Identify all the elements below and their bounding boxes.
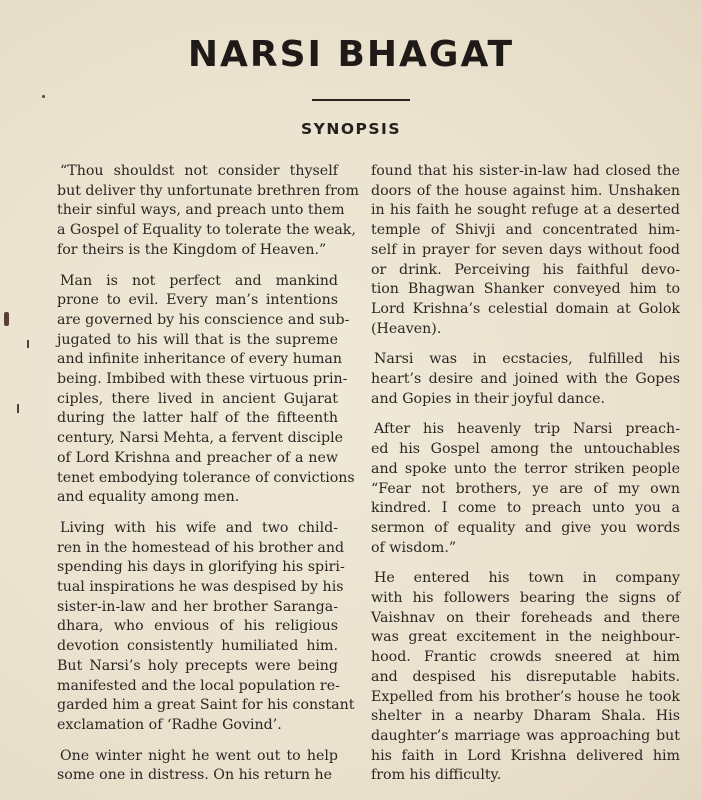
paragraph: [371, 569, 680, 786]
text-line: tion Bhagwan Shanker conveyed him to: [371, 281, 680, 298]
text-line: ed his Gospel among the untouchables: [371, 441, 680, 458]
text-line: of Lord Krishna and preacher of a new: [57, 449, 338, 466]
text-line: kindred. I come to preach unto you a: [371, 500, 680, 517]
text-line: for theirs is the Kingdom of Heaven.”: [57, 241, 327, 258]
margin-mark: [27, 340, 29, 348]
text-line: spending his days in glorifying his spiri-: [57, 559, 345, 576]
text-line: Man is not perfect and mankind: [60, 272, 338, 289]
text-line: hood. Frantic crowds sneered at him: [371, 649, 680, 666]
text-line: and Gopies in their joyful dance.: [371, 390, 606, 407]
paragraph: [57, 162, 359, 261]
paragraph: [57, 519, 355, 736]
text-line: “Fear not brothers, ye are of my own: [371, 480, 680, 497]
text-line: “Thou shouldst not consider thyself: [60, 163, 338, 179]
text-line: heart’s desire and joined with the Gopes: [371, 371, 680, 388]
text-line: and spoke unto the terror striken people: [371, 460, 680, 477]
text-line: (Heaven).: [371, 320, 442, 337]
text-line: Lord Krishna’s celestial domain at Golok: [371, 300, 680, 317]
text-line: and despised his disreputable habits.: [371, 668, 680, 685]
page-title: NARSI BHAGAT: [187, 34, 515, 75]
text-line: a Gospel of Equality to tolerate the weak,: [57, 222, 356, 239]
text-line: ren in the homestead of his brother and: [57, 539, 345, 556]
paragraph: [371, 162, 680, 339]
margin-mark: [4, 312, 9, 326]
text-line: from his difficulty.: [371, 767, 502, 784]
text-line: daughter’s marriage was approaching but: [371, 727, 680, 744]
text-line: devotion consistently humiliated him.: [57, 638, 338, 655]
text-line: but deliver thy unfortunate brethren from: [57, 182, 359, 199]
margin-mark: [17, 404, 19, 413]
text-line: are governed by his conscience and sub-: [57, 311, 350, 328]
text-line: exclamation of ‘Radhe Govind’.: [57, 716, 282, 733]
text-line: One winter night he went out to help: [60, 747, 338, 764]
margin-mark: [42, 95, 45, 98]
right-column: [371, 162, 680, 797]
text-line: dhara, who envious of his religious: [57, 618, 338, 635]
text-line: their sinful ways, and preach unto them: [57, 202, 345, 219]
text-line: was great excitement in the neighbour-: [371, 629, 680, 646]
text-line: manifested and the local population re-: [57, 677, 340, 694]
text-line: Living with his wife and two child-: [60, 519, 338, 536]
text-line: being. Imbibed with these virtuous prin-: [57, 371, 348, 388]
text-line: tenet embodying tolerance of convictions: [57, 469, 355, 486]
text-line: and equality among men.: [57, 489, 240, 506]
text-line: prone to evil. Every man’s intentions: [57, 292, 338, 309]
text-line: He entered his town in company: [374, 570, 680, 587]
text-line: century, Narsi Mehta, a fervent disciple: [57, 430, 344, 447]
text-line: jugated to his will that is the supreme: [57, 331, 338, 348]
text-line: Vaishnav on their foreheads and there: [371, 609, 680, 626]
text-line: his faith in Lord Krishna delivered him: [371, 747, 680, 764]
text-line: of wisdom.”: [371, 539, 457, 556]
text-line: Expelled from his brother’s house he took: [371, 688, 680, 705]
text-line: tual inspirations he was despised by his: [57, 579, 344, 596]
text-line: and infinite inheritance of every human: [57, 351, 343, 368]
section-heading: SYNOPSIS: [301, 120, 401, 138]
text-line: during the latter half of the fifteenth: [57, 410, 338, 427]
text-line: temple of Shivji and concentrated him-: [371, 222, 680, 239]
text-line: Narsi was in ecstacies, fulfilled his: [374, 351, 680, 368]
text-line: with his followers bearing the signs of: [371, 590, 680, 607]
text-line: sermon of equality and give you words: [371, 519, 680, 536]
text-line: in his faith he sought refuge at a deserted: [371, 202, 680, 219]
text-line: doors of the house against him. Unshaken: [371, 182, 680, 199]
text-line: ciples, there lived in ancient Gujarat: [57, 390, 338, 407]
paragraph: [57, 272, 355, 508]
text-line: After his heavenly trip Narsi preach-: [374, 421, 680, 438]
text-line: self in prayer for seven days without food: [371, 241, 680, 258]
text-line: But Narsi’s holy precepts were being: [57, 657, 338, 674]
text-line: or drink. Perceiving his faithful devo-: [371, 261, 680, 278]
paragraph: [371, 420, 680, 558]
paragraph: [371, 350, 680, 409]
text-line: shelter in a nearby Dharam Shala. His: [371, 708, 680, 725]
left-column: [57, 162, 359, 797]
text-line: some one in distress. On his return he: [57, 767, 333, 784]
text-line: garded him a great Saint for his constant: [57, 697, 355, 714]
text-line: sister-in-law and her brother Saranga-: [57, 598, 338, 615]
paragraph: [57, 747, 338, 786]
title-divider: [312, 99, 410, 101]
text-line: found that his sister-in-law had closed the: [371, 163, 680, 179]
